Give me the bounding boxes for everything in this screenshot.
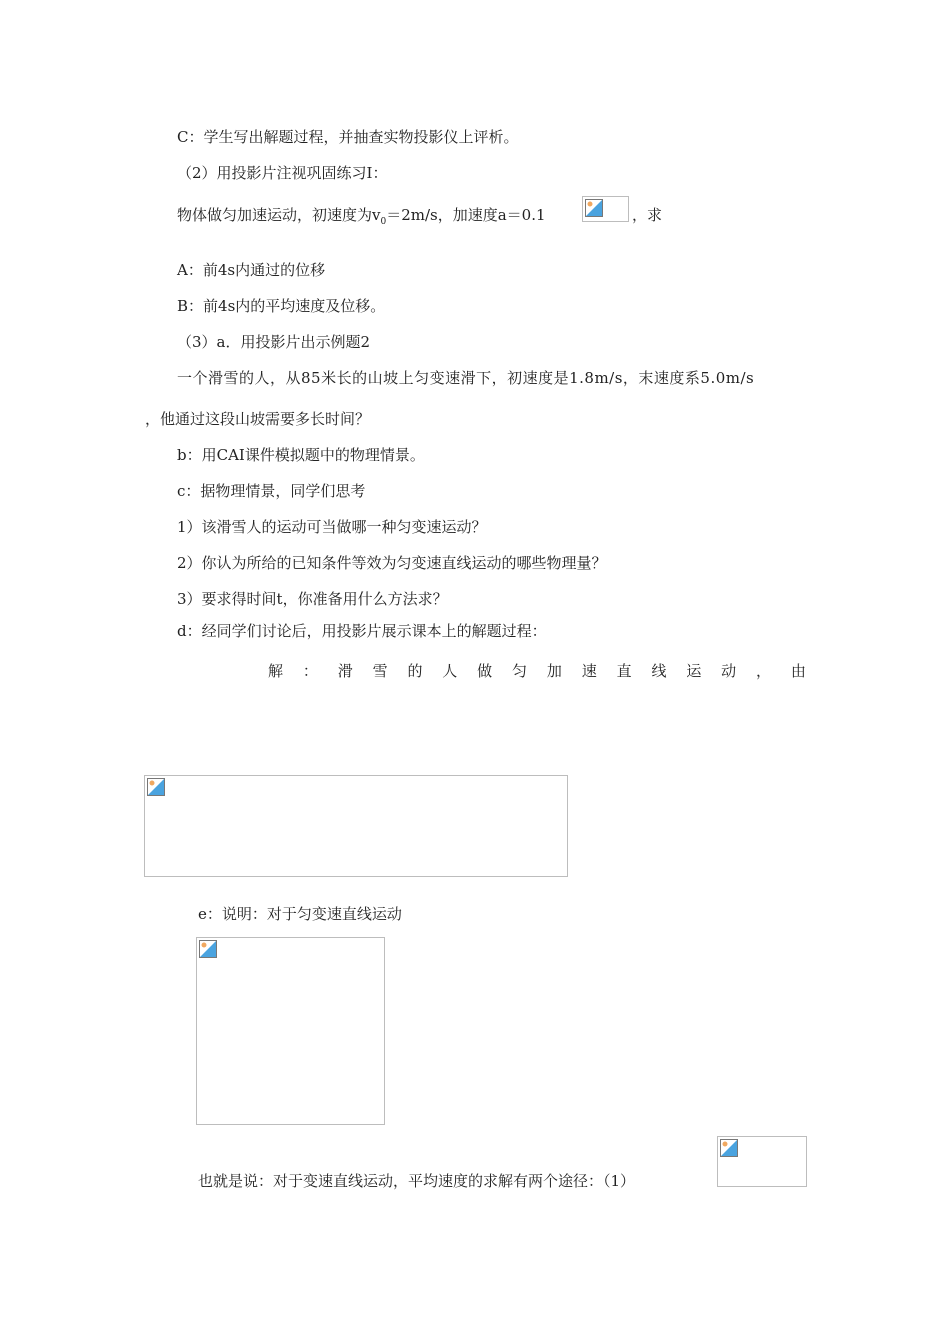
solution-char: 直 — [616, 662, 632, 680]
line-3 — [177, 205, 546, 232]
solution-char: 人 — [442, 662, 458, 680]
solution-char: ： — [302, 662, 318, 680]
line-4: A：前4s内通过的位移 — [177, 261, 326, 279]
solution-char: 的 — [407, 662, 423, 680]
solution-char: 做 — [477, 662, 493, 680]
line-3-part-b: ＝2m/s，加速度a＝0.1 — [386, 206, 546, 224]
solution-char: 由 — [790, 662, 806, 680]
line-9: b：用CAI课件模拟题中的物理情景。 — [177, 446, 425, 464]
solution-char: 雪 — [372, 662, 388, 680]
broken-image-icon — [199, 940, 217, 958]
solution-char: 动 — [721, 662, 737, 680]
solution-char: 滑 — [337, 662, 353, 680]
line-16: e：说明：对于匀变速直线运动 — [198, 905, 402, 923]
solution-char: 速 — [581, 662, 597, 680]
line-3-subscript: 0 — [380, 217, 387, 227]
solution-char: 解 — [268, 662, 284, 680]
line-10: c：据物理情景，同学们思考 — [177, 482, 366, 500]
solution-formula-image — [144, 775, 568, 877]
solution-char: 线 — [651, 662, 667, 680]
solution-char: ， — [756, 662, 772, 680]
line-1: C：学生写出解题过程，并抽查实物投影仪上评析。 — [177, 128, 519, 146]
broken-image-icon — [585, 199, 603, 217]
line-17: 也就是说：对于变速直线运动，平均速度的求解有两个途径：（1） — [198, 1172, 636, 1190]
solution-char: 加 — [546, 662, 562, 680]
line-11: 1）该滑雪人的运动可当做哪一种匀变速运动？ — [177, 518, 487, 536]
line-5: B：前4s内的平均速度及位移。 — [177, 297, 386, 315]
solution-line — [268, 661, 806, 681]
formula-image-1 — [717, 1136, 807, 1187]
line-13: 3）要求得时间t，你准备用什么方法求？ — [177, 590, 448, 608]
broken-image-icon — [720, 1139, 738, 1157]
line-14: d：经同学们讨论后，用投影片展示课本上的解题过程： — [177, 622, 547, 640]
line-3-part-a: 物体做匀加速运动，初速度为v — [177, 206, 381, 224]
line-8: ，他通过这段山坡需要多长时间？ — [145, 410, 371, 428]
line-12: 2）你认为所给的已知条件等效为匀变速直线运动的哪些物理量？ — [177, 554, 607, 572]
line-2: （2）用投影片注视巩固练习Ⅰ： — [177, 164, 388, 182]
solution-char: 匀 — [512, 662, 528, 680]
line-3-tail: ，求 — [632, 206, 663, 224]
line-7: 一个滑雪的人，从85米长的山坡上匀变速滑下，初速度是1.8m/s，末速度系5.0m/s — [177, 369, 755, 387]
explanation-image — [196, 937, 385, 1125]
solution-char: 运 — [686, 662, 702, 680]
line-6: （3）a．用投影片出示例题2 — [177, 333, 371, 351]
broken-image-icon — [147, 778, 165, 796]
inline-formula-image — [582, 196, 629, 222]
